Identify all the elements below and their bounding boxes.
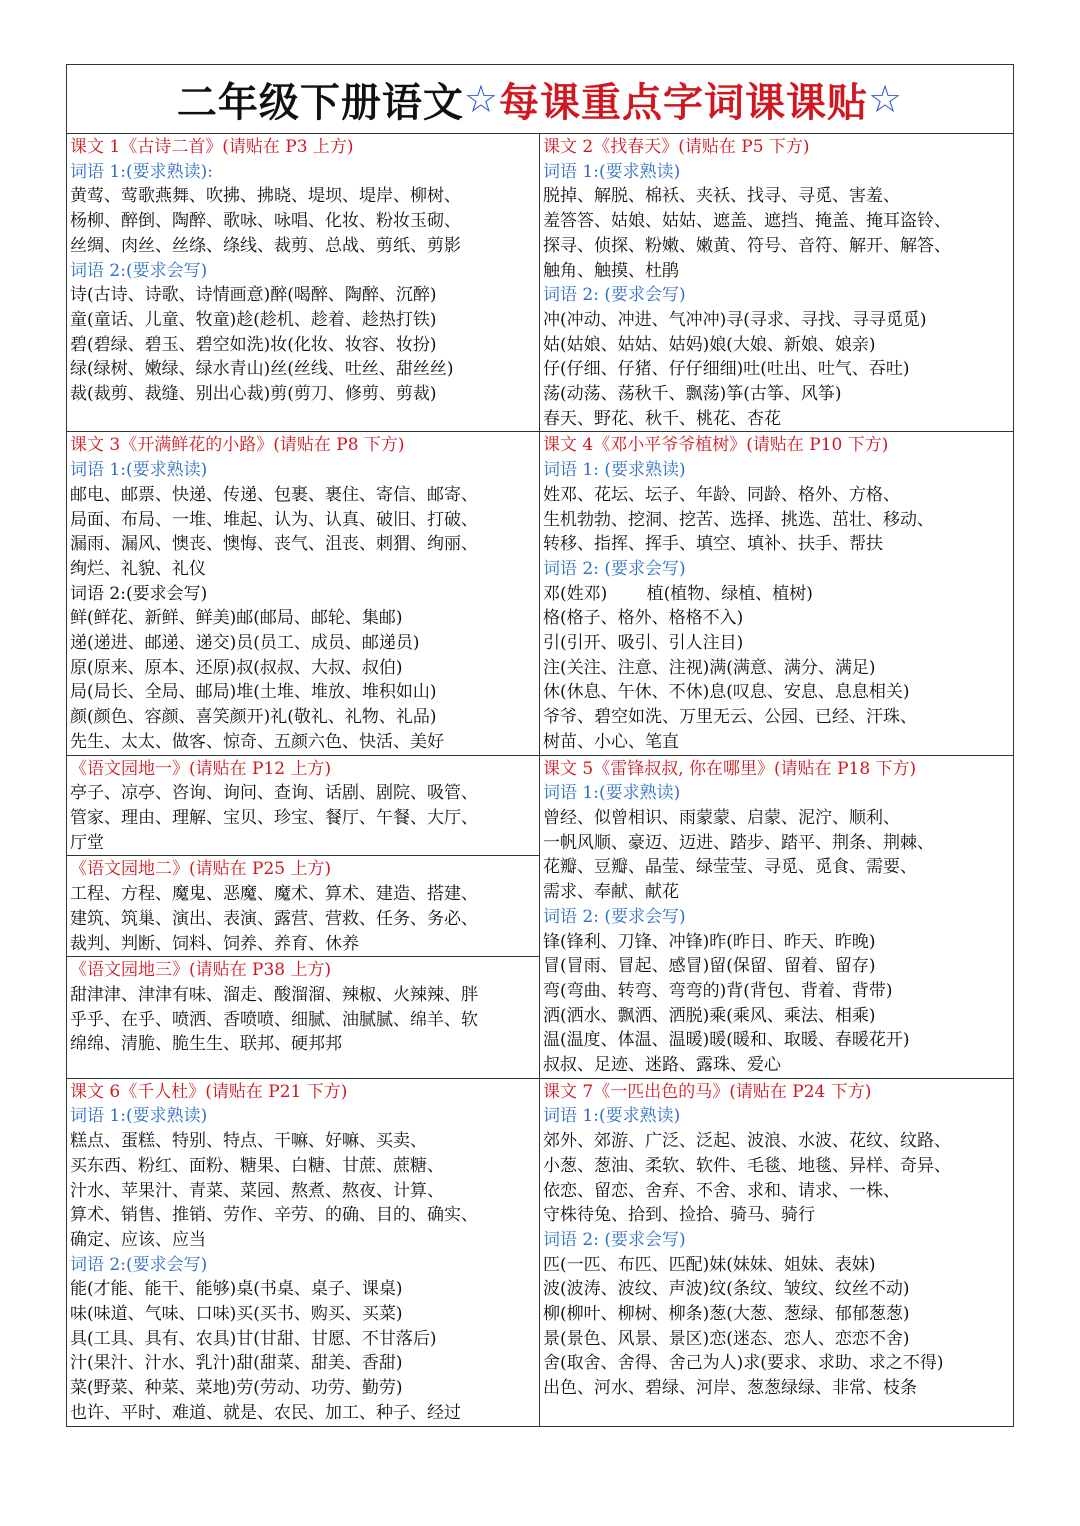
word-line: 漏雨、漏风、懊丧、懊悔、丧气、沮丧、刺猬、绚丽、: [70, 534, 478, 555]
word-line: 转移、指挥、挥手、填空、填补、扶手、帮扶: [543, 534, 883, 555]
garden-heading: 《语文园地一》(请贴在 P12 上方): [70, 758, 332, 779]
read-label: 词语 1:(要求熟读):: [70, 161, 213, 182]
lesson-heading: 课文 4《邓小平爷爷植树》(请贴在 P10 下方): [543, 435, 889, 456]
lesson-3-card: [67, 432, 540, 754]
word-line: 厅堂: [70, 832, 104, 853]
star-icon: ☆: [868, 77, 904, 121]
garden-column: [67, 756, 540, 1078]
word-line: 递(递进、邮递、递交)员(员工、成员、邮递员): [70, 633, 420, 654]
word-line: 冒(冒雨、冒起、感冒)留(保留、留着、留存): [543, 956, 876, 977]
word-line: 汁水、苹果汁、青菜、菜园、熬煮、熬夜、计算、: [70, 1180, 444, 1201]
word-line: 汁(果汁、汁水、乳汁)甜(甜菜、甜美、香甜): [70, 1353, 403, 1374]
word-line: 景(景色、风景、景区)恋(迷态、恋人、恋恋不舍): [543, 1328, 910, 1349]
word-line: 匹(一匹、布匹、匹配)妹(妹妹、姐妹、表妹): [543, 1254, 876, 1275]
word-line: 触角、触摸、杜鹃: [543, 260, 679, 281]
garden-heading: 《语文园地三》(请贴在 P38 上方): [70, 960, 332, 981]
word-line: 休(休息、午休、不休)息(叹息、安息、息息相关): [543, 682, 910, 703]
word-line: 丝绸、肉丝、丝绦、绦线、裁剪、总战、剪纸、剪影: [70, 235, 461, 256]
word-line: 甜津津、津津有味、溜走、酸溜溜、辣椒、火辣辣、胖: [70, 984, 478, 1005]
lesson-7-card: [540, 1079, 1013, 1426]
word-line: 仔(仔细、仔猪、仔仔细细)吐(吐出、吐气、吞吐): [543, 359, 910, 380]
write-label: 词语 2:(要求会写): [70, 1254, 208, 1275]
word-line: 冲(冲动、冲进、气冲冲)寻(寻求、寻找、寻寻觅觅): [543, 309, 927, 330]
write-label: 词语 2: (要求会写): [543, 906, 686, 927]
row-4: [67, 1079, 1013, 1426]
word-line: 绚烂、礼貌、礼仪: [70, 558, 206, 579]
garden-heading: 《语文园地二》(请贴在 P25 上方): [70, 859, 332, 880]
word-line: 需求、奉献、献花: [543, 882, 679, 903]
lesson-2-card: [540, 134, 1013, 431]
lesson-heading: 课文 6《千人杜》(请贴在 P21 下方): [70, 1081, 348, 1102]
lesson-6-card: [67, 1079, 540, 1426]
word-line: 买东西、粉红、面粉、糖果、白糖、甘蔗、蔗糖、: [70, 1155, 444, 1176]
word-line: 舍(取舍、舍得、舍己为人)求(要求、求助、求之不得): [543, 1353, 944, 1374]
word-line: 菜(野菜、种菜、菜地)劳(劳动、功劳、勤劳): [70, 1378, 403, 1399]
row-2: [67, 432, 1013, 755]
word-line: 也许、平时、难道、就是、农民、加工、种子、经过: [70, 1402, 461, 1423]
word-line: 洒(洒水、飘洒、洒脱)乘(乘风、乘法、相乘): [543, 1005, 876, 1026]
word-line: 诗(古诗、诗歌、诗情画意)醉(喝醉、陶醉、沉醉): [70, 285, 437, 306]
lesson-heading: 课文 5《雷锋叔叔, 你在哪里》(请贴在 P18 下方): [543, 758, 917, 779]
word-line: 脱掉、解脱、棉袄、夹袄、找寻、寻觅、害羞、: [543, 186, 900, 207]
word-line: 局(局长、全局、邮局)堆(土堆、堆放、堆积如山): [70, 682, 437, 703]
word-line: 鲜(鲜花、新鲜、鲜美)邮(邮局、邮轮、集邮): [70, 608, 403, 629]
word-line: 建筑、筑巢、演出、表演、露营、营救、任务、务必、: [70, 908, 478, 929]
word-line: 黄莺、莺歌燕舞、吹拂、拂晓、堤坝、堤岸、柳树、: [70, 186, 461, 207]
word-line: 注(关注、注意、注视)满(满意、满分、满足): [543, 657, 876, 678]
title-grade: 二年级下册语文: [176, 79, 464, 126]
word-line: 绵绵、清脆、脆生生、联邦、硬邦邦: [70, 1034, 342, 1055]
word-line: 能(才能、能干、能够)桌(书桌、桌子、课桌): [70, 1279, 403, 1300]
word-line: 童(童话、儿童、牧童)趁(趁机、趁着、趁热打铁): [70, 309, 437, 330]
write-label: 词语 2: (要求会写): [543, 558, 686, 579]
word-line: 爷爷、碧空如洗、万里无云、公园、已经、汗珠、: [543, 707, 917, 728]
lesson-heading: 课文 3《开满鲜花的小路》(请贴在 P8 下方): [70, 435, 405, 456]
word-line: 原(原来、原本、还原)叔(叔叔、大叔、叔伯): [70, 657, 403, 678]
word-line: 味(味道、气味、口味)买(买书、购买、买菜): [70, 1304, 403, 1325]
word-line: 弯(弯曲、转弯、弯弯的)背(背包、背着、背带): [543, 980, 893, 1001]
word-line: 确定、应该、应当: [70, 1229, 206, 1250]
write-label: 词语 2:(要求会写): [70, 583, 208, 604]
word-line: 算术、销售、推销、劳作、辛劳、的确、目的、确实、: [70, 1205, 478, 1226]
word-line: 亭子、凉亭、咨询、询问、查询、话剧、剧院、吸管、: [70, 783, 478, 804]
read-label: 词语 1:(要求熟读): [543, 1106, 681, 1127]
word-line: 邮电、邮票、快递、传递、包裹、裹住、寄信、邮寄、: [70, 484, 478, 505]
lesson-heading: 课文 7《一匹出色的马》(请贴在 P24 下方): [543, 1081, 872, 1102]
worksheet: [66, 64, 1014, 1427]
word-line: 小葱、葱油、柔软、软件、毛毯、地毯、异样、奇异、: [543, 1155, 951, 1176]
word-line: 树苗、小心、笔直: [543, 731, 679, 752]
page-title: [67, 65, 1013, 134]
word-line: 生机勃勃、挖洞、挖苦、选择、挑选、茁壮、移动、: [543, 509, 934, 530]
star-icon: ☆: [463, 77, 499, 121]
lesson-4-card: [540, 432, 1013, 754]
word-line: 碧(碧绿、碧玉、碧空如洗)妆(化妆、妆容、妆扮): [70, 334, 437, 355]
write-label: 词语 2: (要求会写): [543, 285, 686, 306]
lesson-1-card: [67, 134, 540, 431]
word-line: 温(温度、体温、温暖)暖(暖和、取暖、春暖花开): [543, 1030, 910, 1051]
word-line: 荡(动荡、荡秋千、飘荡)筝(古筝、风筝): [543, 384, 842, 405]
word-line: 引(引开、吸引、引人注目): [543, 633, 744, 654]
word-line: 羞答答、姑娘、姑姑、遮盖、遮挡、掩盖、掩耳盗铃、: [543, 211, 951, 232]
read-label: 词语 1:(要求熟读): [70, 1106, 208, 1127]
word-line: 郊外、郊游、广泛、泛起、波浪、水波、花纹、纹路、: [543, 1131, 951, 1152]
word-line: 曾经、似曾相识、雨蒙蒙、启蒙、泥泞、顺利、: [543, 807, 900, 828]
word-line: 格(格子、格外、格格不入): [543, 608, 744, 629]
row-3: [67, 756, 1013, 1079]
word-line: 姓邓、花坛、坛子、年龄、同龄、格外、方格、: [543, 484, 900, 505]
word-line: 探寻、侦探、粉嫩、嫩黄、符号、音符、解开、解答、: [543, 235, 951, 256]
word-line: 叔叔、足迹、迷路、露珠、爱心: [543, 1055, 781, 1076]
word-line: 依恋、留恋、舍弃、不舍、求和、请求、一株、: [543, 1180, 900, 1201]
word-line: 具(工具、具有、农具)甘(甘甜、甘愿、不甘落后): [70, 1328, 437, 1349]
word-line: 杨柳、醉倒、陶醉、歌咏、咏唱、化妆、粉妆玉砌、: [70, 211, 461, 232]
garden-2-card: [67, 856, 539, 957]
read-label: 词语 1:(要求熟读): [543, 783, 681, 804]
word-line: 花瓣、豆瓣、晶莹、绿莹莹、寻觅、觅食、需要、: [543, 857, 917, 878]
word-line: 乎乎、在乎、喷洒、香喷喷、细腻、油腻腻、绵羊、软: [70, 1009, 478, 1030]
read-label: 词语 1:(要求熟读): [70, 460, 208, 481]
word-line: 一帆风顺、豪迈、迈进、踏步、踏平、荆条、荆棘、: [543, 832, 934, 853]
garden-1-card: [67, 756, 539, 857]
word-line: 锋(锋利、刀锋、冲锋)昨(昨日、昨天、昨晚): [543, 931, 876, 952]
lesson-heading: 课文 1《古诗二首》(请贴在 P3 上方): [70, 137, 354, 157]
word-line: 工程、方程、魔鬼、恶魔、魔术、算术、建造、搭建、: [70, 884, 478, 905]
word-line: 波(波涛、波纹、声波)纹(条纹、皱纹、纹丝不动): [543, 1279, 910, 1300]
garden-3-card: [67, 957, 539, 1057]
lesson-5-card: [540, 756, 1013, 1078]
row-1: [67, 134, 1013, 432]
word-line: 守株待兔、拾到、捡拾、骑马、骑行: [543, 1205, 815, 1226]
word-line: 局面、布局、一堆、堆起、认为、认真、破旧、打破、: [70, 509, 478, 530]
word-line: 绿(绿树、嫩绿、绿水青山)丝(丝线、吐丝、甜丝丝): [70, 359, 454, 380]
lesson-heading: 课文 2《找春天》(请贴在 P5 下方): [543, 137, 810, 157]
word-line: 姑(姑娘、姑姑、姑妈)娘(大娘、新娘、娘亲): [543, 334, 876, 355]
title-subject: 每课重点字词课课贴: [499, 79, 868, 126]
word-line: 裁判、判断、饲料、饲养、养育、休养: [70, 933, 359, 954]
write-label: 词语 2: (要求会写): [543, 1229, 686, 1250]
word-line: 管家、理由、理解、宝贝、珍宝、餐厅、午餐、大厅、: [70, 807, 478, 828]
word-line: 邓(姓邓) 植(植物、绿植、植树): [543, 583, 813, 604]
read-label: 词语 1: (要求熟读): [543, 460, 686, 481]
read-label: 词语 1:(要求熟读): [543, 161, 681, 182]
write-label: 词语 2:(要求会写): [70, 260, 208, 281]
word-line: 春天、野花、秋千、桃花、杏花: [543, 408, 781, 429]
word-line: 出色、河水、碧绿、河岸、葱葱绿绿、非常、枝条: [543, 1378, 917, 1399]
word-line: 裁(裁剪、裁缝、别出心裁)剪(剪刀、修剪、剪裁): [70, 384, 437, 405]
word-line: 柳(柳叶、柳树、柳条)葱(大葱、葱绿、郁郁葱葱): [543, 1304, 910, 1325]
word-line: 糕点、蛋糕、特别、特点、干嘛、好嘛、买卖、: [70, 1131, 427, 1152]
word-line: 颜(颜色、容颜、喜笑颜开)礼(敬礼、礼物、礼品): [70, 707, 437, 728]
word-line: 先生、太太、做客、惊奇、五颜六色、快活、美好: [70, 731, 444, 752]
